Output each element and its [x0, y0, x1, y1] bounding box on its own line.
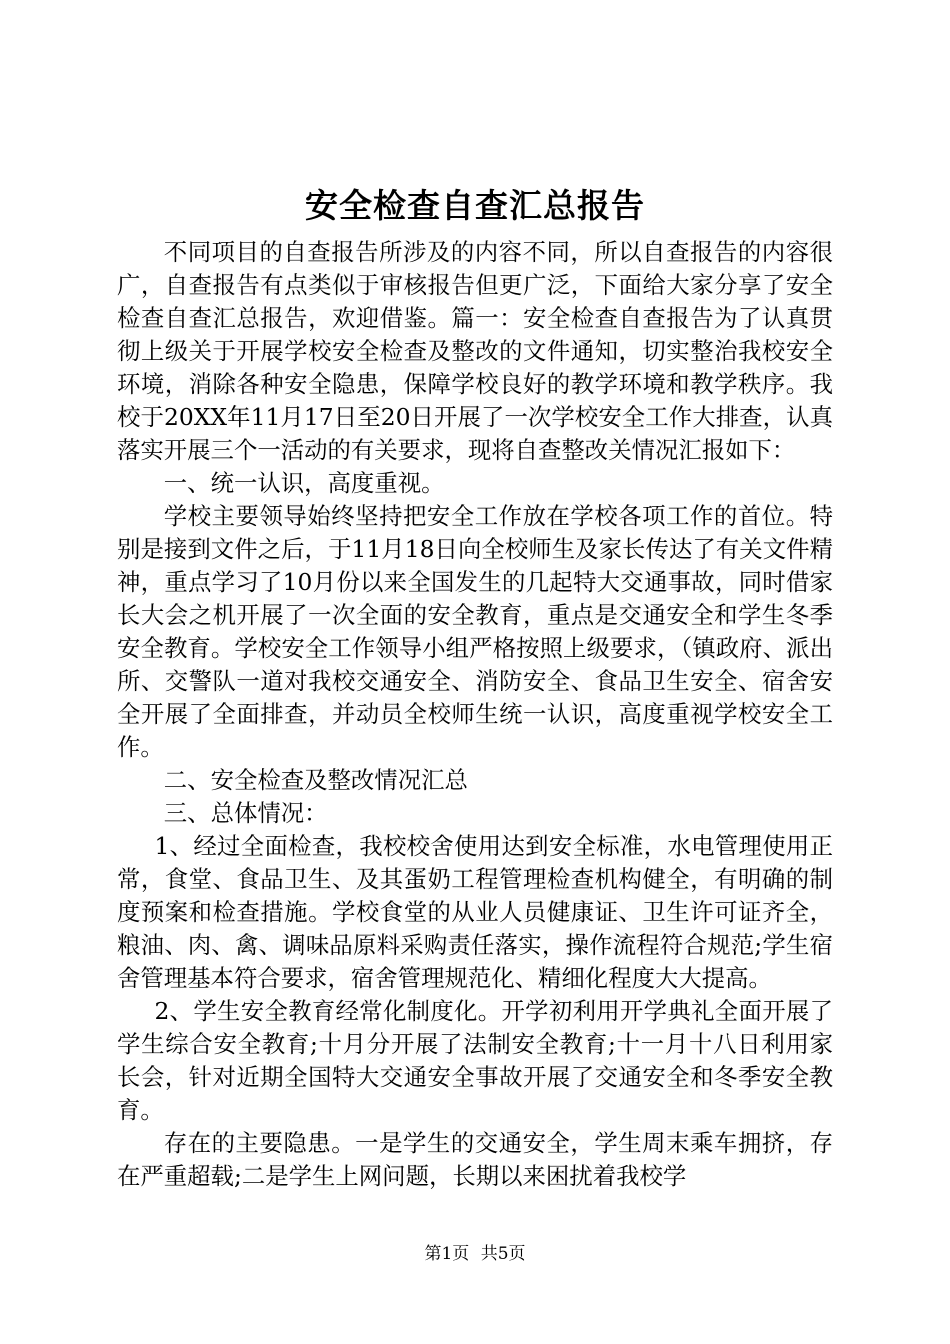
- page-number-footer: 第1页 共5页: [424, 1244, 526, 1264]
- paragraph-intro: 不同项目的自查报告所涉及的内容不同，所以自查报告的内容很广，自查报告有点类似于审核报告但更广泛，下面给大家分享了安全检查自查汇总报告，欢迎借鉴。篇一：安全检查自查报告为了认真贯彻上级关于开展学校安全检查及整改的文件通知，切实整治我校安全环境，消除各种安全隐患，保障学校良好的教学环境和教学秩序。我校于20XX年11月17日至20日开展了一次学校安全工作大排查，认真落实开展三个一活动的有关要求，现将自查整改关情况汇报如下：: [117, 238, 833, 464]
- paragraph-item-2: 2、学生安全教育经常化制度化。开学初利用开学典礼全面开展了学生综合安全教育;十月分开展了法制安全教育;十一月十八日利用家长会，针对近期全国特大交通安全事故开展了交通安全和冬季安全教育。: [117, 997, 833, 1124]
- document-body: [117, 236, 833, 1193]
- document-title: 安全检查自查汇总报告: [305, 186, 645, 225]
- paragraph-heading-1: 一、统一认识，高度重视。: [163, 469, 445, 497]
- paragraph-section-1: 学校主要领导始终坚持把安全工作放在学校各项工作的首位。特别是接到文件之后，于11月18日向全校师生及家长传达了有关文件精神，重点学习了10月份以来全国发生的几起特大交通事故，同时借家长大会之机开展了一次全面的安全教育，重点是交通安全和学生冬季安全教育。学校安全工作领导小组严格按照上级要求，（镇政府、派出所、交警队一道对我校交通安全、消防安全、食品卫生安全、宿舍安全开展了全面排查，并动员全校师生统一认识，高度重视学校安全工作。: [117, 502, 833, 761]
- paragraph-item-1: 1、经过全面检查，我校校舍使用达到安全标准，水电管理使用正常，食堂、食品卫生、及其蛋奶工程管理检查机构健全，有明确的制度预案和检查措施。学校食堂的从业人员健康证、卫生许可证齐全，粮油、肉、禽、调味品原料采购责任落实，操作流程符合规范;学生宿舍管理基本符合要求，宿舍管理规范化、精细化程度大大提高。: [117, 832, 833, 992]
- paragraph-hazards: 存在的主要隐患。一是学生的交通安全，学生周末乘车拥挤，存在严重超载;二是学生上网问题，长期以来困扰着我校学: [117, 1129, 833, 1190]
- paragraph-heading-2: 二、安全检查及整改情况汇总: [163, 766, 468, 794]
- paragraph-heading-3: 三、总体情况：: [163, 799, 328, 827]
